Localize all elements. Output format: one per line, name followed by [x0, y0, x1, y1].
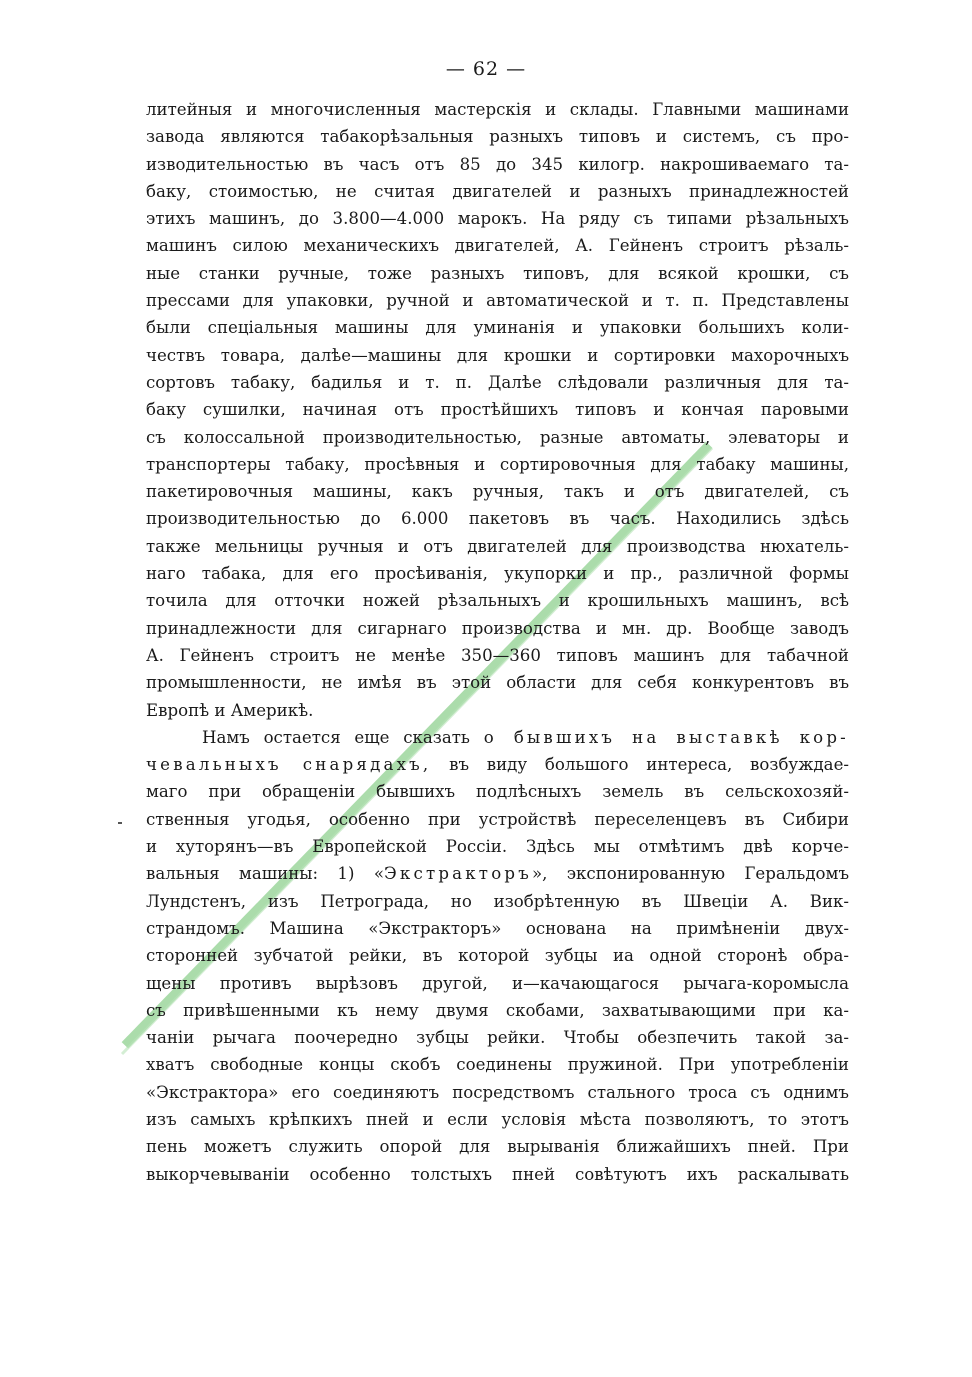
- text-line: пакетировочныя машины, какъ ручныя, такъ и отъ двигателей, съ: [146, 482, 849, 502]
- text-line: [146, 751, 849, 778]
- text-line: чествъ товара, далѣе—машины для крошки и сортировки махорочныхъ: [146, 345, 849, 365]
- text-line: страндомъ. Машина «Экстракторъ» основана на примѣненіи двух-: [146, 918, 849, 938]
- text-line: промышленности, не имѣя въ этой области для себя конкурентовъ въ: [146, 673, 849, 693]
- text-line: Европѣ и Америкѣ.: [146, 700, 314, 720]
- text-line: съ привѣшенными къ нему двумя скобами, захватывающими при ка-: [146, 1000, 849, 1020]
- spaced-emphasis: о бывшихъ на выставкѣ кор-: [483, 727, 849, 747]
- text-line: сортовъ табаку, бадилья и т. п. Далѣе слѣдовали различныя для та-: [146, 372, 849, 392]
- text-line: принадлежности для сигарнаго производства и мн. др. Вообще заводъ: [146, 618, 849, 638]
- text-line: сторонней зубчатой рейки, въ которой зубцы иа одной сторонѣ обра-: [146, 946, 849, 966]
- text-line: «Экстрактора» его соединяютъ посредствомъ стального троса съ однимъ: [146, 1082, 849, 1102]
- text-line: и хуторянъ—въ Европейской Россіи. Здѣсь мы отмѣтимъ двѣ корче-: [146, 837, 849, 857]
- text-line: также мельницы ручныя и отъ двигателей для производства нюхатель-: [146, 536, 849, 556]
- text-line: съ колоссальной производительностью, разные автоматы, элеваторы и: [146, 427, 849, 447]
- text-line: завода являются табакорѣзальныя разныхъ типовъ и системъ, съ про-: [146, 127, 849, 147]
- text-line: А. Гейненъ строитъ не менѣе 350—360 типовъ машинъ для табачной: [146, 645, 849, 665]
- body-text: [146, 96, 849, 1188]
- page-number: — 62 —: [445, 58, 527, 80]
- text-line: этихъ машинъ, до 3.800—4.000 марокъ. На ряду съ типами рѣзальныхъ: [146, 209, 849, 229]
- text-line: были спеціальныя машины для уминанія и упаковки большихъ коли-: [146, 318, 849, 338]
- text-line: пень можетъ служить опорой для вырыванія ближайшихъ пней. При: [146, 1137, 849, 1157]
- spaced-emphasis: чевальныхъ снарядахъ,: [146, 755, 432, 775]
- text-line: баку, стоимостью, не считая двигателей и разныхъ принадлежностей: [146, 181, 849, 201]
- text-line: маго при обращеніи бывшихъ подлѣсныхъ земель въ сельскохозяй-: [146, 782, 849, 802]
- text-line: хватъ свободные концы скобъ соединены пружиной. При употребленіи: [146, 1055, 849, 1075]
- text-line: Лундстенъ, изъ Петрограда, но изобрѣтенную въ Швеціи А. Вик-: [146, 891, 849, 911]
- text-line: наго табака, для его просѣиванія, укупорки и пр., различной формы: [146, 564, 849, 584]
- text-line: ственныя угодья, особенно при устройствѣ переселенцевъ въ Сибири: [146, 809, 849, 829]
- text-line: изъ самыхъ крѣпкихъ пней и если условія мѣста позволяютъ, то этотъ: [146, 1109, 849, 1129]
- text-line: производительностью до 6.000 пакетовъ въ часъ. Находились здѣсь: [146, 509, 849, 529]
- text-run: вальныя машины: 1) «: [146, 864, 384, 884]
- spaced-emphasis: Экстракторъ: [383, 864, 532, 884]
- text-line: прессами для упаковки, ручной и автоматической и т. п. Представлены: [146, 291, 849, 311]
- stray-ink-mark: [118, 822, 122, 824]
- text-run: въ виду большого интереса, возбуждае-: [431, 755, 849, 775]
- paragraph-1: [146, 96, 849, 724]
- text-line: транспортеры табаку, просѣвныя и сортировочныя для табаку машины,: [146, 454, 849, 474]
- text-line: точила для отточки ножей рѣзальныхъ и крошильныхъ машинъ, всѣ: [146, 591, 849, 611]
- text-run: », экспонированную Геральдомъ: [531, 864, 849, 884]
- paragraph-2: [146, 724, 849, 1188]
- text-line: изводительностью въ часъ отъ 85 до 345 килогр. накрошиваемаго та-: [146, 154, 849, 174]
- text-run: Намъ остается еще сказать: [202, 727, 484, 747]
- text-line: [146, 860, 849, 887]
- text-line: выкорчевываніи особенно толстыхъ пней совѣтуютъ ихъ раскалывать: [146, 1164, 849, 1184]
- text-line: [146, 724, 849, 751]
- text-line: щены противъ вырѣзовъ другой, и—качающагося рычага-коромысла: [146, 973, 849, 993]
- text-line: литейныя и многочисленныя мастерскія и склады. Главными машинами: [146, 100, 849, 119]
- text-line: баку сушилки, начиная отъ простѣйшихъ типовъ и кончая паровыми: [146, 400, 849, 420]
- text-line: ные станки ручные, тоже разныхъ типовъ, для всякой крошки, съ: [146, 263, 849, 283]
- text-line: машинъ силою механическихъ двигателей, А. Гейненъ строитъ рѣзаль-: [146, 236, 849, 256]
- text-line: чаніи рычага поочередно зубцы рейки. Чтобы обезпечить такой за-: [146, 1028, 849, 1048]
